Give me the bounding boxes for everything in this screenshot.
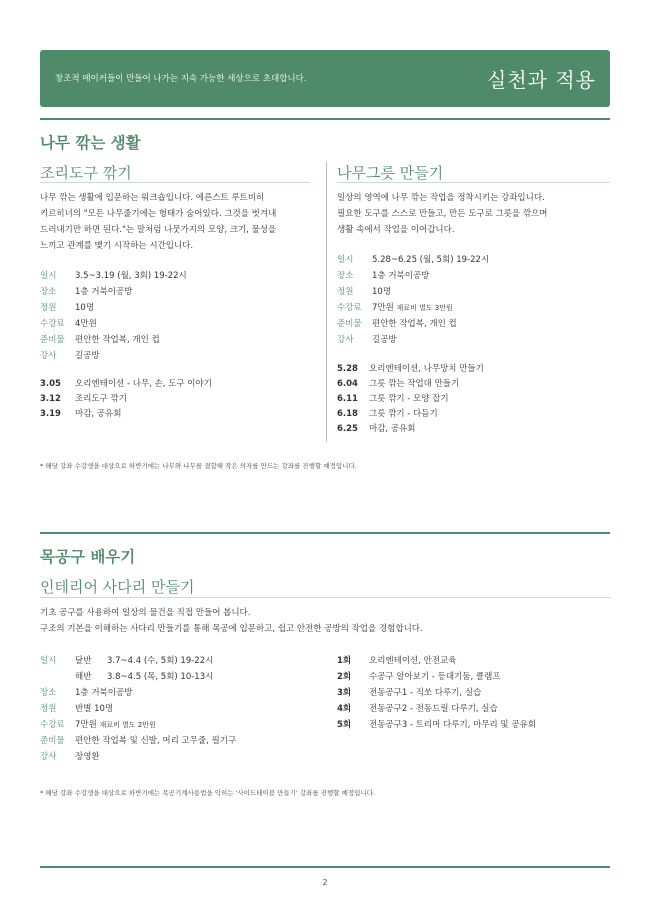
- info-row-capacity: 정원 반별 10명: [40, 704, 114, 714]
- left-course-info: [40, 268, 187, 364]
- info-row-instructor: 강사 장영환: [40, 752, 100, 762]
- info-row-capacity: 정원 10명: [40, 303, 95, 313]
- schedule-item: 2회 수공구 알아보기 - 등대기둠, 클램프: [337, 672, 501, 682]
- info-row-fee: 수강료 7만원 재료비 별도 2만원: [40, 720, 156, 730]
- left-course-title: 조리도구 깎기: [40, 164, 132, 182]
- section2-footnote: * 해당 강좌 수강생을 대상으로 하반기에는 목공기계사용법을 익히는 '사이드테이블 만들기' 강좌를 진행할 예정입니다.: [40, 789, 376, 797]
- left-course-description: 나무 깎는 생활에 입문하는 워크숍입니다. 에른스트 루트비히 키르히너의 "모든 나무줄기에는 형태가 숨어있다. 그것을 벗겨내 드러내기만 하면 된다."는 말처럼 나뭇가지의 모양, 크기, 물성을 느끼고 관계를 맺기 시작하는 시간입니다.: [40, 193, 277, 251]
- right-course-info: [337, 252, 489, 348]
- schedule-item: 4회 전동공구2 - 전동드릴 다루기, 실습: [337, 704, 498, 714]
- schedule-item: 1회 오리엔테이션, 안전교육: [337, 656, 457, 666]
- info-row-instructor: 강사 길공방: [337, 335, 397, 345]
- info-row-date: 일시 3.5~3.19 (월, 3회) 19-22시: [40, 271, 187, 281]
- schedule-item: 3.19 마감, 공유회: [40, 409, 122, 419]
- schedule-item: 3회 전동공구1 - 직쏘 다루기, 실습: [337, 688, 482, 698]
- left-title-underline: [40, 182, 310, 183]
- schedule-item: 5회 전동공구3 - 트리머 다루기, 마무리 및 공유회: [337, 720, 536, 730]
- info-row-place: 장소 1층 거북이공방: [40, 688, 133, 698]
- section1-top-rule: [40, 118, 610, 120]
- fee-extra-note: 재료비 별도 2만원: [99, 721, 156, 729]
- section2-course-info: [40, 653, 236, 765]
- schedule-item: 6.11 그릇 깎기 - 모양 잡기: [337, 394, 449, 404]
- schedule-item: 6.25 마감, 공유회: [337, 424, 416, 434]
- info-row-place: 장소 1층 거북이공방: [40, 287, 133, 297]
- info-row-materials: 준비물 편안한 작업복, 개인 컵: [40, 335, 160, 345]
- info-row-materials: 준비물 편안한 작업복 및 신발, 머리 고무줄, 필기구: [40, 736, 237, 746]
- right-title-underline: [337, 182, 610, 183]
- section2-title: 목공구 배우기: [40, 548, 136, 566]
- section2-description: 기초 공구를 사용하여 일상의 물건을 직접 만들어 봅니다. 구조의 기본을 이해하는 사다리 만들기를 통해 목공에 입문하고, 쉽고 안전한 공방의 작업을 경험합니다.: [40, 608, 423, 634]
- page-number: 2: [322, 878, 328, 887]
- schedule-item: 6.04 그릇 깎는 작업대 만들기: [337, 379, 460, 389]
- info-row-materials: 준비물 편안한 작업복, 개인 컵: [337, 319, 457, 329]
- footer-rule: [40, 866, 610, 868]
- section2-title-underline: [40, 597, 610, 598]
- info-row-date: 일시 달반 3.7~4.4 (수, 5회) 19-22시: [40, 656, 214, 666]
- left-course-schedule: [40, 377, 212, 422]
- schedule-item: 3.12 조리도구 깎기: [40, 394, 127, 404]
- header-banner: [40, 50, 610, 107]
- right-course-title: 나무그릇 만들기: [337, 164, 444, 182]
- column-divider: [326, 162, 327, 442]
- schedule-item: 3.05 오리엔테이션 - 나무, 손, 도구 이야기: [40, 379, 212, 389]
- schedule-item: 6.18 그릇 깎기 - 다듬기: [337, 409, 438, 419]
- info-row-place: 장소 1층 거북이공방: [337, 271, 430, 281]
- banner-tagline: 창조적 메이커들이 만들어 나가는 지속 가능한 세상으로 초대합니다.: [55, 74, 307, 84]
- section1-title: 나무 깎는 생활: [40, 134, 141, 152]
- info-row-date-2: 해반 3.8~4.5 (목, 5회) 10-13시: [75, 672, 214, 682]
- fee-extra-note: 재료비 별도 3만원: [396, 304, 453, 312]
- section2-schedule: [337, 653, 536, 733]
- section1-footnote: * 해당 강좌 수강생을 대상으로 하반기에는 나무와 나무를 결합해 작은 의자를 만드는 강좌를 진행할 예정입니다.: [40, 462, 357, 470]
- banner-title: 실천과 적용: [487, 68, 596, 92]
- schedule-item: 5.28 오리엔테이션, 나무망치 만들기: [337, 364, 484, 374]
- info-row-fee: 수강료 4만원: [40, 319, 97, 329]
- section2-top-rule: [40, 532, 610, 534]
- info-row-capacity: 정원 10명: [337, 287, 392, 297]
- right-course-schedule: [337, 362, 484, 437]
- info-row-instructor: 강사 길공방: [40, 351, 100, 361]
- info-row-date: 일시 5.28~6.25 (월, 5회) 19-22시: [337, 255, 490, 265]
- right-course-description: 일상의 영역에 나무 깎는 작업을 정착시키는 강좌입니다. 필요한 도구를 스스로 만들고, 만든 도구로 그릇을 깎으며 생활 속에서 작업을 이어갑니다.: [337, 193, 548, 235]
- section2-course-title: 인테리어 사다리 만들기: [40, 578, 195, 596]
- info-row-fee: 수강료 7만원 재료비 별도 3만원: [337, 303, 453, 313]
